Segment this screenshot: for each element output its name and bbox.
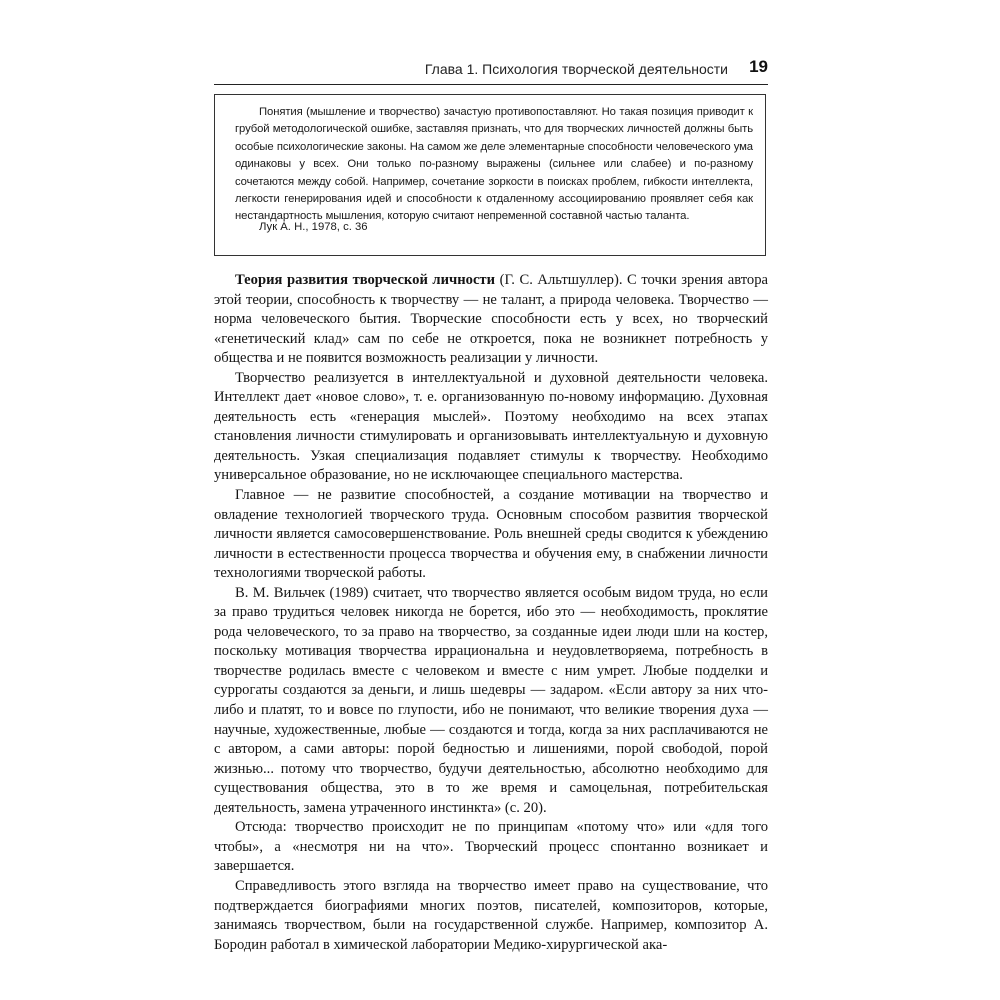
paragraph-4: В. М. Вильчек (1989) считает, что творчество является особым видом труда, но если за право трудиться человек никогда не борется, ибо это — необходимость, проклятие рода человеческого, то за право на творчество, за созданные идеи люди шли на костер, поскольку мотивация творчества иррациональна и неудовлетворяема, потребность в творчестве родилась вместе с человеком и вместе с ним умрет. Любые подделки и суррогаты создаются за деньги, и лишь шедевры — задаром. «Если автору за них что-либо и платят, то и вовсе по глупости, ибо не понимают, что великие творения духа — научные, художественные, любые — создаются и тогда, когда за них расплачиваются не с автором, а сами авторы: порой бедностью и лишениями, порой свободой, порой жизнью... потому что творчество, будучи деятельностью, абсолютно необходимо для существования общества, это в то же время и самоцельная, потребительская деятельность, замена утраченного инстинкта» (с. 20). (214, 584, 768, 816)
paragraph-3: Главное — не развитие способностей, а создание мотивации на творчество и овладение технологией творческого труда. Основным способом развития творческой личности является самосовершенствование. Роль внешней среды сводится к убеждению личности в естественности процесса творчества и обучения ему, в снабжении личности технологиями творческой работы. (214, 487, 768, 582)
running-header (214, 58, 768, 85)
paragraph-1-text: (Г. С. Альтшуллер). С точки зрения автора этой теории, способность к творчеству — не талант, а природа человека. Творчество — норма человеческого бытия. Творческие способности есть у всех, но творческий «генетический клад» сам по себе не откроется, пока не возникнет потребность у общества и не появится возможность реализации у личности. (214, 272, 768, 367)
quote-box (214, 94, 766, 256)
paragraph-2: Творчество реализуется в интеллектуальной и духовной деятельности человека. Интеллект дает «новое слово», т. е. организованную по-новому информацию. Духовная деятельность есть «генерация мыслей». Поэтому необходимо на всех этапах становления личности стимулировать и организовывать интеллектуальную и духовную деятельность. Узкая специализация подавляет стимулы к творчеству. Необходимо универсальное образование, но не исключающее специального мастерства. (214, 369, 768, 484)
page-number: 19 (749, 57, 768, 76)
paragraph-6: Справедливость этого взгляда на творчество имеет право на существование, что подтверждается биографиями многих поэтов, писателей, композиторов, которые, занимаясь творчеством, были на государственной службе. Например, композитор А. Бородин работал в химической лаборатории Медико-хирургической ака- (214, 877, 768, 953)
chapter-title: Глава 1. Психология творческой деятельности (424, 61, 728, 77)
quote-text: Понятия (мышление и творчество) зачастую противопоставляют. Но такая позиция приводит к грубой методологической ошибке, заставляя признать, что для творческих личностей должны быть особые психологические законы. На самом же деле элементарные способности человеческого ума одинаковы у всех. Они только по-разному выражены (сильнее или слабее) и по-разному сочетаются между собой. Например, сочетание зоркости в поисках проблем, гибкости интеллекта, легкости генерирования идей и способности к отдаленному ассоциированию проявляет себя как нестандартность мышления, которую считают непременной составной частью таланта. (235, 106, 753, 223)
paragraph-1 (214, 271, 768, 369)
quote-source: Лук А. Н., 1978, с. 36 (259, 221, 368, 233)
paragraph-5: Отсюда: творчество происходит не по принципам «потому что» или «для того чтобы», а «несмотря ни на что». Творческий процесс спонтанно возникает и завершается. (214, 819, 768, 875)
theory-title: Теория развития творческой личности (235, 272, 496, 288)
main-text (214, 271, 768, 955)
